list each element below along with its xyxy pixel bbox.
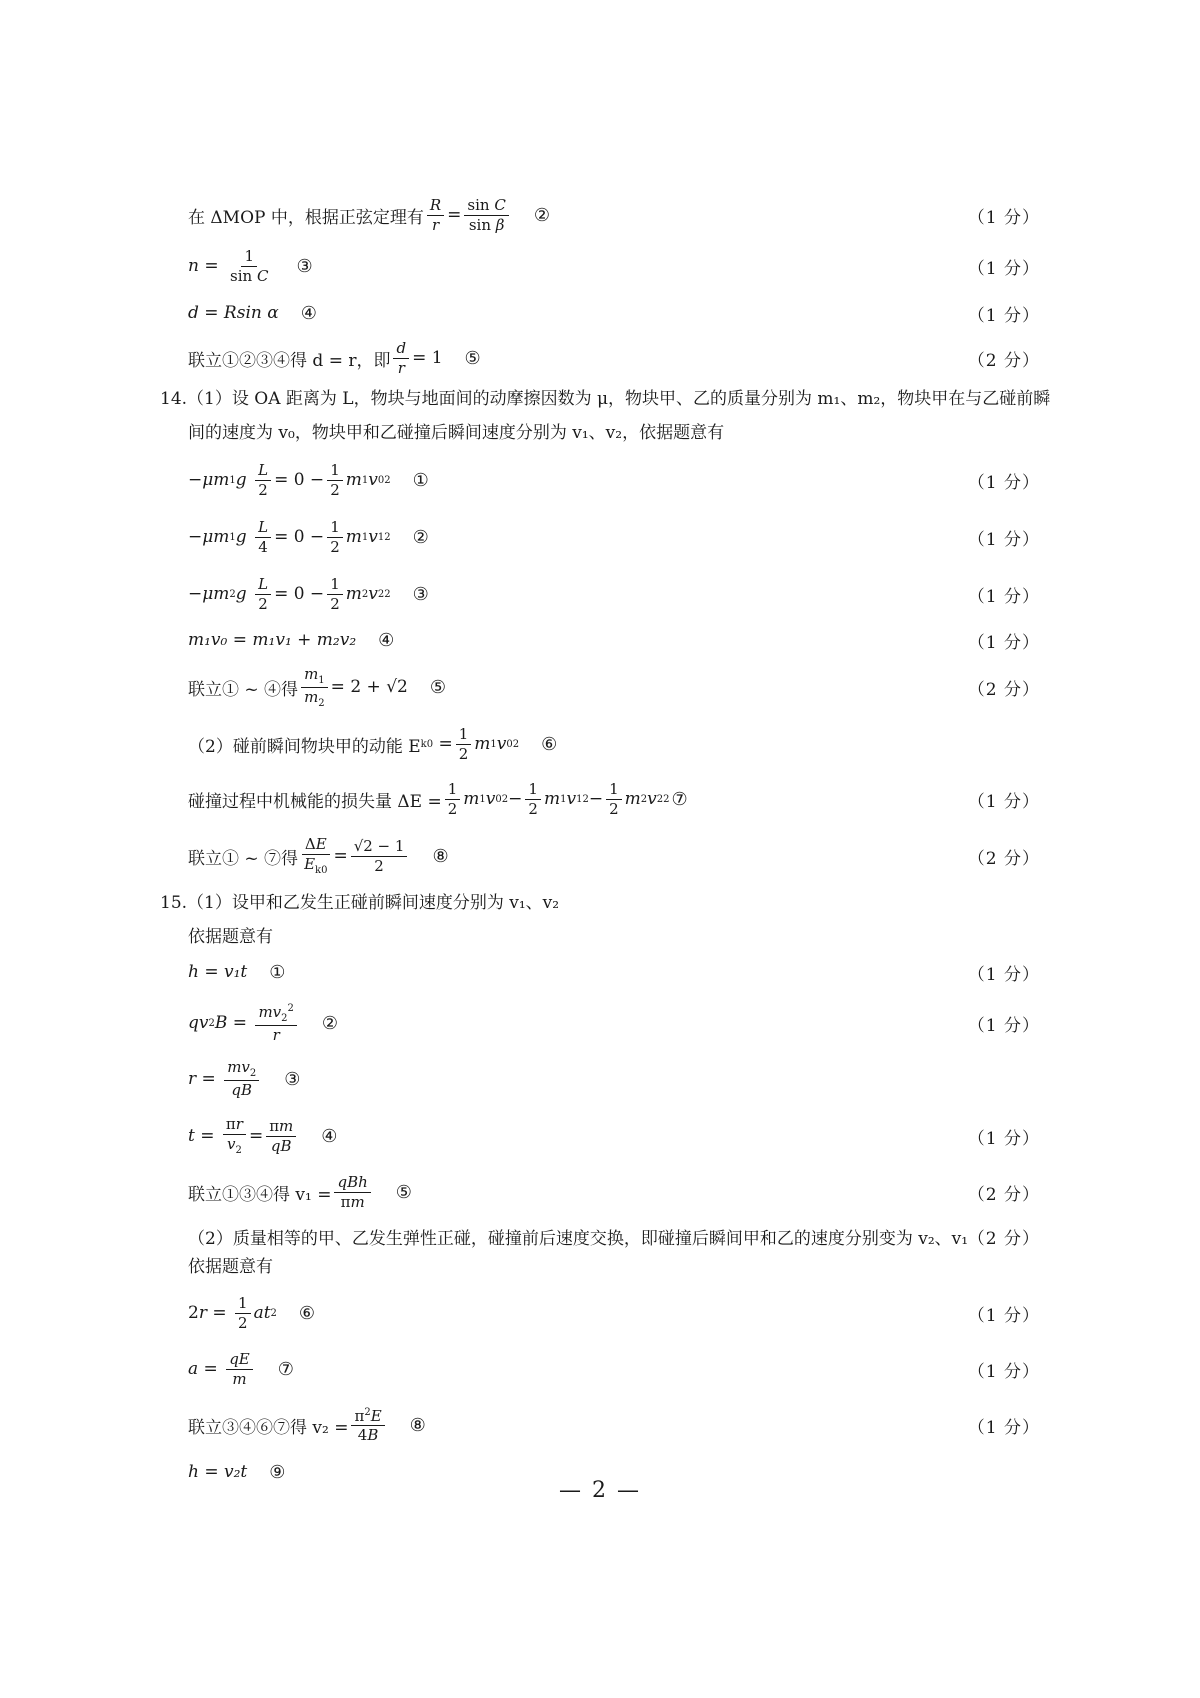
equation-marker: ②	[533, 204, 550, 226]
equation-text: 联立① ~ ④得	[188, 679, 299, 700]
score-label: （1 分）	[967, 529, 1040, 550]
problem-15-part2-intro: 依据题意有	[188, 1257, 273, 1277]
problem-15-intro-line-1: 15.（1）设甲和乙发生正碰前瞬间速度分别为 v₁、v₂	[160, 893, 560, 913]
equation-line	[0, 1285, 1200, 1341]
score-label: （1 分）	[967, 305, 1040, 326]
score-label: （1 分）	[967, 1015, 1040, 1036]
equation-marker: ④	[378, 629, 395, 651]
equation-content: qv 2 B = $\frac{mv_2^2}{r}$ ②	[188, 1002, 339, 1044]
fraction: $\frac{\pi^2E}{4B}$	[351, 1407, 384, 1444]
equation-line	[0, 771, 1200, 827]
equation-text: 碰撞过程中机械能的损失量 ΔE =	[188, 791, 442, 812]
equation-text: = 1	[412, 348, 443, 368]
score-label: （1 分）	[967, 1128, 1040, 1149]
equation-content: r = $\frac{mv_2}{qB}$ ③	[188, 1058, 301, 1100]
equation-marker: ③	[284, 1068, 301, 1090]
equation-marker: ⑤	[429, 676, 446, 698]
equation-marker: ②	[412, 526, 429, 548]
fraction: $\frac{1}{2}$	[525, 781, 541, 817]
fraction: $\frac{1}{2}$	[606, 781, 622, 817]
score-label: （1 分）	[967, 258, 1040, 279]
equation-content: − μm 1 g $\frac{L}{2}$ = 0 − $\frac{1}{2}$ m 1 v 0 2 ①	[188, 461, 429, 499]
score-label: （2 分）	[967, 679, 1040, 700]
problem-14-intro-line-1: 14.（1）设 OA 距离为 L，物块与地面间的动摩擦因数为 μ，物块甲、乙的质量分别为 m₁、m₂，物块甲在与乙碰前瞬	[160, 389, 1051, 409]
score-label: （1 分）	[967, 632, 1040, 653]
equation-marker: ①	[412, 469, 429, 491]
equation-content	[188, 1208, 968, 1264]
score-label: （1 分）	[967, 964, 1040, 985]
equation-text: = 2 + √2	[330, 677, 408, 697]
equation-text: h = v₂t	[188, 1462, 248, 1482]
score-label: （2 分）	[967, 1228, 1040, 1249]
equation-line	[0, 1108, 1200, 1164]
equation-line	[0, 716, 1200, 772]
fraction: $\frac{√2 - 1}{2}$	[351, 838, 408, 874]
fraction: $\frac{R}{r}$	[427, 197, 444, 233]
equation-content: （2）碰前瞬间物块甲的动能 E k0 = $\frac{1}{2}$ m 1 v 0 2 ⑥	[188, 725, 558, 763]
fraction: $\frac{d}{r}$	[393, 340, 409, 376]
equation-content: n = $\frac{1}{\text{sin C}}$ ③	[188, 247, 313, 285]
fraction: $\frac{1}{2}$	[235, 1295, 251, 1331]
fraction: $\frac{m_1}{m_2}$	[301, 666, 328, 709]
fraction: $\frac{1}{2}$	[445, 781, 461, 817]
equation-line	[0, 659, 1200, 715]
fraction: $\frac{\text{sin C}}{\text{sin β}}$	[464, 197, 508, 233]
equation-line	[0, 1208, 1200, 1264]
fraction: $\frac{\pi m}{qB}$	[266, 1118, 296, 1154]
equation-content	[188, 659, 446, 715]
score-label: （1 分）	[967, 1417, 1040, 1438]
equation-line	[0, 452, 1200, 508]
equation-text: 联立①③④得 v₁ =	[188, 1184, 332, 1205]
score-label: （1 分）	[967, 472, 1040, 493]
equation-line	[0, 187, 1200, 243]
fraction: $\frac{1}{\text{sin C}}$	[230, 247, 269, 285]
fraction: $\frac{\Delta E}{E_{k0}}$	[301, 836, 330, 876]
fraction: $\frac{\pi r}{v_2}$	[223, 1116, 246, 1156]
equation-line	[0, 509, 1200, 565]
equation-marker: ④	[321, 1125, 338, 1147]
equation-content	[188, 944, 285, 1000]
equation-text: d = Rsin α	[188, 303, 279, 323]
equation-content: t = $\frac{\pi r}{v_2}$ = $\frac{\pi m}{qB}$ ④	[188, 1115, 338, 1156]
equation-marker: ⑥	[298, 1302, 316, 1324]
equation-line	[0, 1341, 1200, 1397]
fraction: $\frac{1}{2}$	[327, 462, 343, 498]
score-label: （2 分）	[967, 848, 1040, 869]
equation-line	[0, 1051, 1200, 1107]
equation-content: 碰撞过程中机械能的损失量 ΔE = $\frac{1}{2}$ m 1 v 0 2 − $\frac{1}{2}$ m 1 v 1 2 − $\frac{1}{2}$ m 2 v 2 2 ⑦	[188, 780, 688, 818]
fraction: $\frac{mv_2^2}{r}$	[255, 1003, 296, 1044]
fraction: $\frac{L}{2}$	[255, 576, 271, 612]
equation-text: m₁v₀ = m₁v₁ + m₂v₂	[188, 630, 357, 650]
equation-content: 联立① ~ ⑦得 $\frac{\Delta E}{E_{k0}}$ = $\frac{√2 - 1}{2}$ ⑧	[188, 835, 449, 876]
equation-content: a = $\frac{qE}{m}$ ⑦	[188, 1350, 294, 1388]
fraction: $\frac{\text{qBh}}{\pi m}$	[334, 1174, 370, 1210]
score-label: （2 分）	[967, 350, 1040, 371]
equation-marker: ①	[269, 961, 286, 983]
equation-line	[0, 828, 1200, 884]
fraction: $\frac{1}{2}$	[327, 576, 343, 612]
equation-marker: ⑤	[395, 1181, 412, 1203]
equation-marker: ⑦	[277, 1358, 294, 1380]
equation-text: h = v₁t	[188, 962, 248, 982]
score-label: （2 分）	[967, 1184, 1040, 1205]
equation-content: − μm 1 g $\frac{L}{4}$ = 0 − $\frac{1}{2}$ m 1 v 1 2 ②	[188, 518, 429, 556]
fraction: $\frac{L}{2}$	[255, 462, 271, 498]
equation-text: 在 ΔMOP 中，根据正弦定理有	[188, 207, 424, 228]
fraction: $\frac{1}{2}$	[456, 726, 472, 762]
equation-marker: ⑥	[541, 733, 558, 755]
equation-line	[0, 995, 1200, 1051]
equation-marker: ⑧	[432, 845, 449, 867]
problem-15-intro-line-2: 依据题意有	[188, 927, 273, 947]
equation-text: 联立③④⑥⑦得 v₂ =	[188, 1417, 349, 1438]
equation-line	[0, 944, 1200, 1000]
equation-content: − μm 2 g $\frac{L}{2}$ = 0 − $\frac{1}{2}$ m 2 v 2 2 ③	[188, 575, 429, 613]
equation-marker: ③	[296, 255, 313, 277]
fraction: $\frac{qE}{m}$	[226, 1351, 253, 1387]
page-number: — 2 —	[559, 1478, 641, 1503]
equation-content: 2 r = $\frac{1}{2}$ at 2 ⑥	[188, 1294, 316, 1332]
equation-line	[0, 330, 1200, 386]
score-label: （1 分）	[967, 586, 1040, 607]
equation-marker: ②	[321, 1012, 339, 1034]
problem-14-intro-line-2: 间的速度为 v₀，物块甲和乙碰撞后瞬间速度分别为 v₁、v₂，依据题意有	[188, 423, 725, 443]
equation-content: 在 ΔMOP 中，根据正弦定理有 $\frac{R}{r}$ = $\frac{\text{sin C}}{\text{sin β}}$ ②	[188, 196, 550, 234]
score-label: （1 分）	[967, 1361, 1040, 1382]
equation-marker: ⑦	[671, 788, 688, 810]
fraction: $\frac{1}{2}$	[327, 519, 343, 555]
equation-text: 联立① ~ ⑦得	[188, 848, 299, 869]
score-label: （1 分）	[967, 207, 1040, 228]
fraction: $\frac{mv_2}{qB}$	[224, 1059, 259, 1099]
equation-marker: ⑧	[409, 1414, 426, 1436]
equation-marker: ⑤	[464, 347, 481, 369]
score-label: （1 分）	[967, 791, 1040, 812]
equation-content	[188, 330, 481, 386]
equation-marker: ④	[300, 302, 317, 324]
score-label: （1 分）	[967, 1305, 1040, 1326]
equation-text: （2）质量相等的甲、乙发生弹性正碰，碰撞前后速度交换，即碰撞后瞬间甲和乙的速度分别变为 v₂、v₁	[188, 1228, 969, 1249]
equation-text: 联立①②③④得 d = r，即	[188, 350, 391, 371]
equation-marker: ③	[412, 583, 429, 605]
equation-marker: ⑨	[269, 1461, 286, 1483]
equation-text: （2）碰前瞬间物块甲的动能 E	[188, 736, 421, 757]
fraction: $\frac{L}{4}$	[255, 519, 271, 555]
